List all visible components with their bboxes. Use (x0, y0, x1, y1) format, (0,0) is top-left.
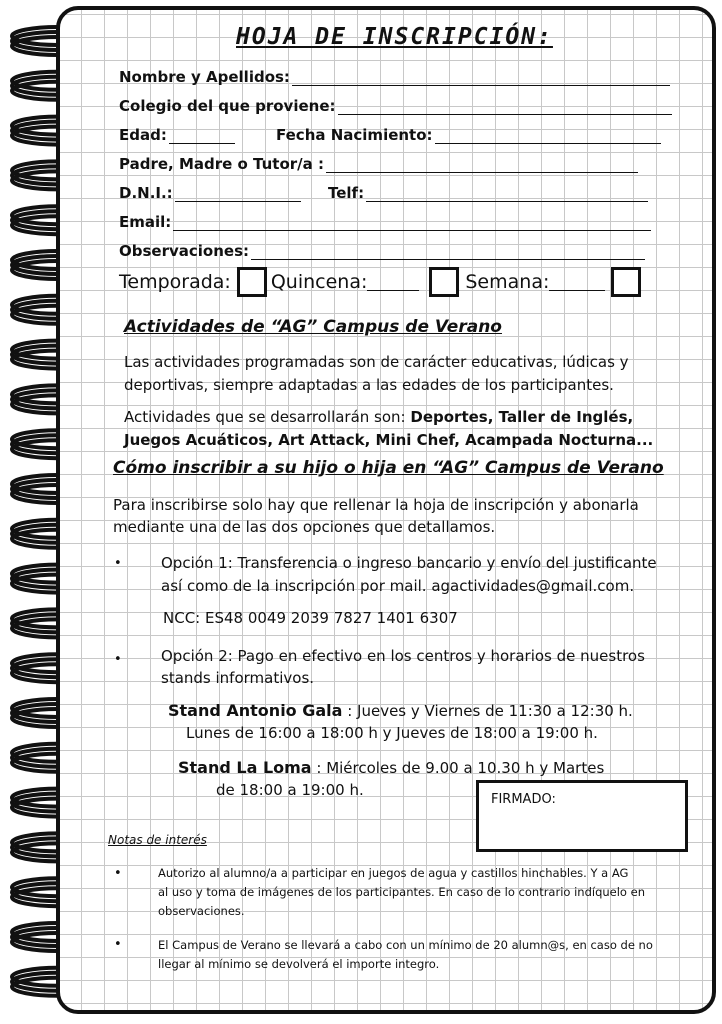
email-input-line[interactable] (173, 215, 651, 231)
signature-label: FIRMADO: (491, 792, 556, 807)
temporada-checkbox[interactable] (237, 267, 267, 297)
edad-input-line[interactable] (169, 128, 235, 144)
nombre-input-line[interactable] (292, 70, 670, 86)
semana-label: Semana: (465, 271, 550, 293)
note-1-line-3: observaciones. (158, 904, 245, 918)
email-field[interactable] (119, 209, 651, 231)
colegio-label: Colegio del que proviene: (119, 97, 336, 115)
semana-checkbox[interactable] (611, 267, 641, 297)
note-2-line-2: llegar al mínimo se devolverá el importe integro. (158, 957, 440, 971)
stand-2-line-2: de 18:00 a 19:00 h. (216, 781, 364, 799)
stand-1-name: Stand Antonio Gala (168, 701, 343, 720)
notes-heading: Notas de interés (108, 833, 207, 847)
option-1-line-1: Opción 1: Transferencia o ingreso bancario y envío del justificante (161, 554, 657, 572)
activities-intro-line-2: deportivas, siempre adaptadas a las edades de los participantes. (124, 376, 614, 394)
stand-2-hours-1: : Miércoles de 9.00 a 10.30 h y Martes (311, 759, 605, 777)
tutor-input-line[interactable] (326, 157, 638, 173)
nombre-label: Nombre y Apellidos: (119, 68, 290, 86)
option-2-line-1: Opción 2: Pago en efectivo en los centros y horarios de nuestros (161, 647, 645, 665)
fecha-nacimiento-label: Fecha Nacimiento: (276, 126, 433, 144)
season-selector (119, 266, 641, 298)
enroll-intro-line-1: Para inscribirse solo hay que rellenar la hoja de inscripción y abonarla (113, 496, 639, 514)
quincena-input-line[interactable] (367, 273, 419, 291)
activities-list-line-1 (124, 406, 633, 429)
tutor-label: Padre, Madre o Tutor/a : (119, 155, 325, 173)
edad-field[interactable] (119, 122, 235, 144)
ncc-account: NCC: ES48 0049 2039 7827 1401 6307 (163, 609, 458, 627)
note-1-bullet: • (114, 866, 122, 881)
stand-1-line-2: Lunes de 16:00 a 18:00 h y Jueves de 18:00 a 19:00 h. (186, 724, 598, 742)
stand-2-name: Stand La Loma (178, 758, 312, 777)
signature-box[interactable] (476, 780, 688, 852)
enroll-intro-line-2: mediante una de las dos opciones que detallamos. (113, 518, 496, 536)
temporada-label: Temporada: (119, 271, 231, 293)
observaciones-input-line[interactable] (251, 244, 645, 260)
observaciones-field[interactable] (119, 238, 645, 260)
email-label: Email: (119, 213, 172, 231)
activities-list-line-2: Juegos Acuáticos, Art Attack, Mini Chef, Acampada Nocturna... (124, 431, 654, 449)
observaciones-label: Observaciones: (119, 242, 250, 260)
stand-1-hours-1: : Jueves y Viernes de 11:30 a 12:30 h. (342, 702, 633, 720)
colegio-field[interactable] (119, 93, 672, 115)
enroll-heading: Cómo inscribir a su hijo o hija en “AG” Campus de Verano (113, 458, 664, 478)
telf-field[interactable] (328, 180, 648, 202)
nombre-field[interactable] (119, 64, 670, 86)
activities-heading: Actividades de “AG” Campus de Verano (124, 317, 502, 337)
activities-list-lead: Actividades que se desarrollarán son: (124, 408, 411, 426)
option-1-line-2: así como de la inscripción por mail. agactividades@gmail.com. (161, 577, 635, 595)
option-2-line-2: stands informativos. (161, 669, 315, 687)
note-1-line-2: al uso y toma de imágenes de los participantes. En caso de lo contrario indíquelo en (158, 885, 645, 899)
note-1-line-1: Autorizo al alumno/a a participar en juegos de agua y castillos hinchables. Y a AG (158, 866, 629, 880)
option-1-bullet: • (114, 556, 122, 571)
stand-1-line-1 (168, 699, 633, 723)
fecha-nacimiento-input-line[interactable] (435, 128, 661, 144)
activities-intro-line-1: Las actividades programadas son de carácter educativas, lúdicas y (124, 353, 629, 371)
colegio-input-line[interactable] (338, 99, 672, 115)
fecha-nacimiento-field[interactable] (276, 122, 661, 144)
quincena-label: Quincena: (270, 271, 368, 293)
semana-input-line[interactable] (549, 273, 605, 291)
dni-field[interactable] (119, 180, 301, 202)
note-2-line-1: El Campus de Verano se llevará a cabo con un mínimo de 20 alumn@s, en caso de no (158, 938, 653, 952)
dni-label: D.N.I.: (119, 184, 173, 202)
quincena-checkbox[interactable] (429, 267, 459, 297)
telf-input-line[interactable] (366, 186, 648, 202)
page-title: HOJA DE INSCRIPCIÓN: (236, 24, 553, 50)
option-2-bullet: • (114, 652, 122, 667)
dni-input-line[interactable] (175, 186, 301, 202)
edad-label: Edad: (119, 126, 167, 144)
stand-2-line-1 (178, 756, 604, 780)
activities-list-items-1: Deportes, Taller de Inglés, (410, 408, 634, 426)
telf-label: Telf: (328, 184, 365, 202)
tutor-field[interactable] (119, 151, 638, 173)
note-2-bullet: • (114, 937, 122, 952)
